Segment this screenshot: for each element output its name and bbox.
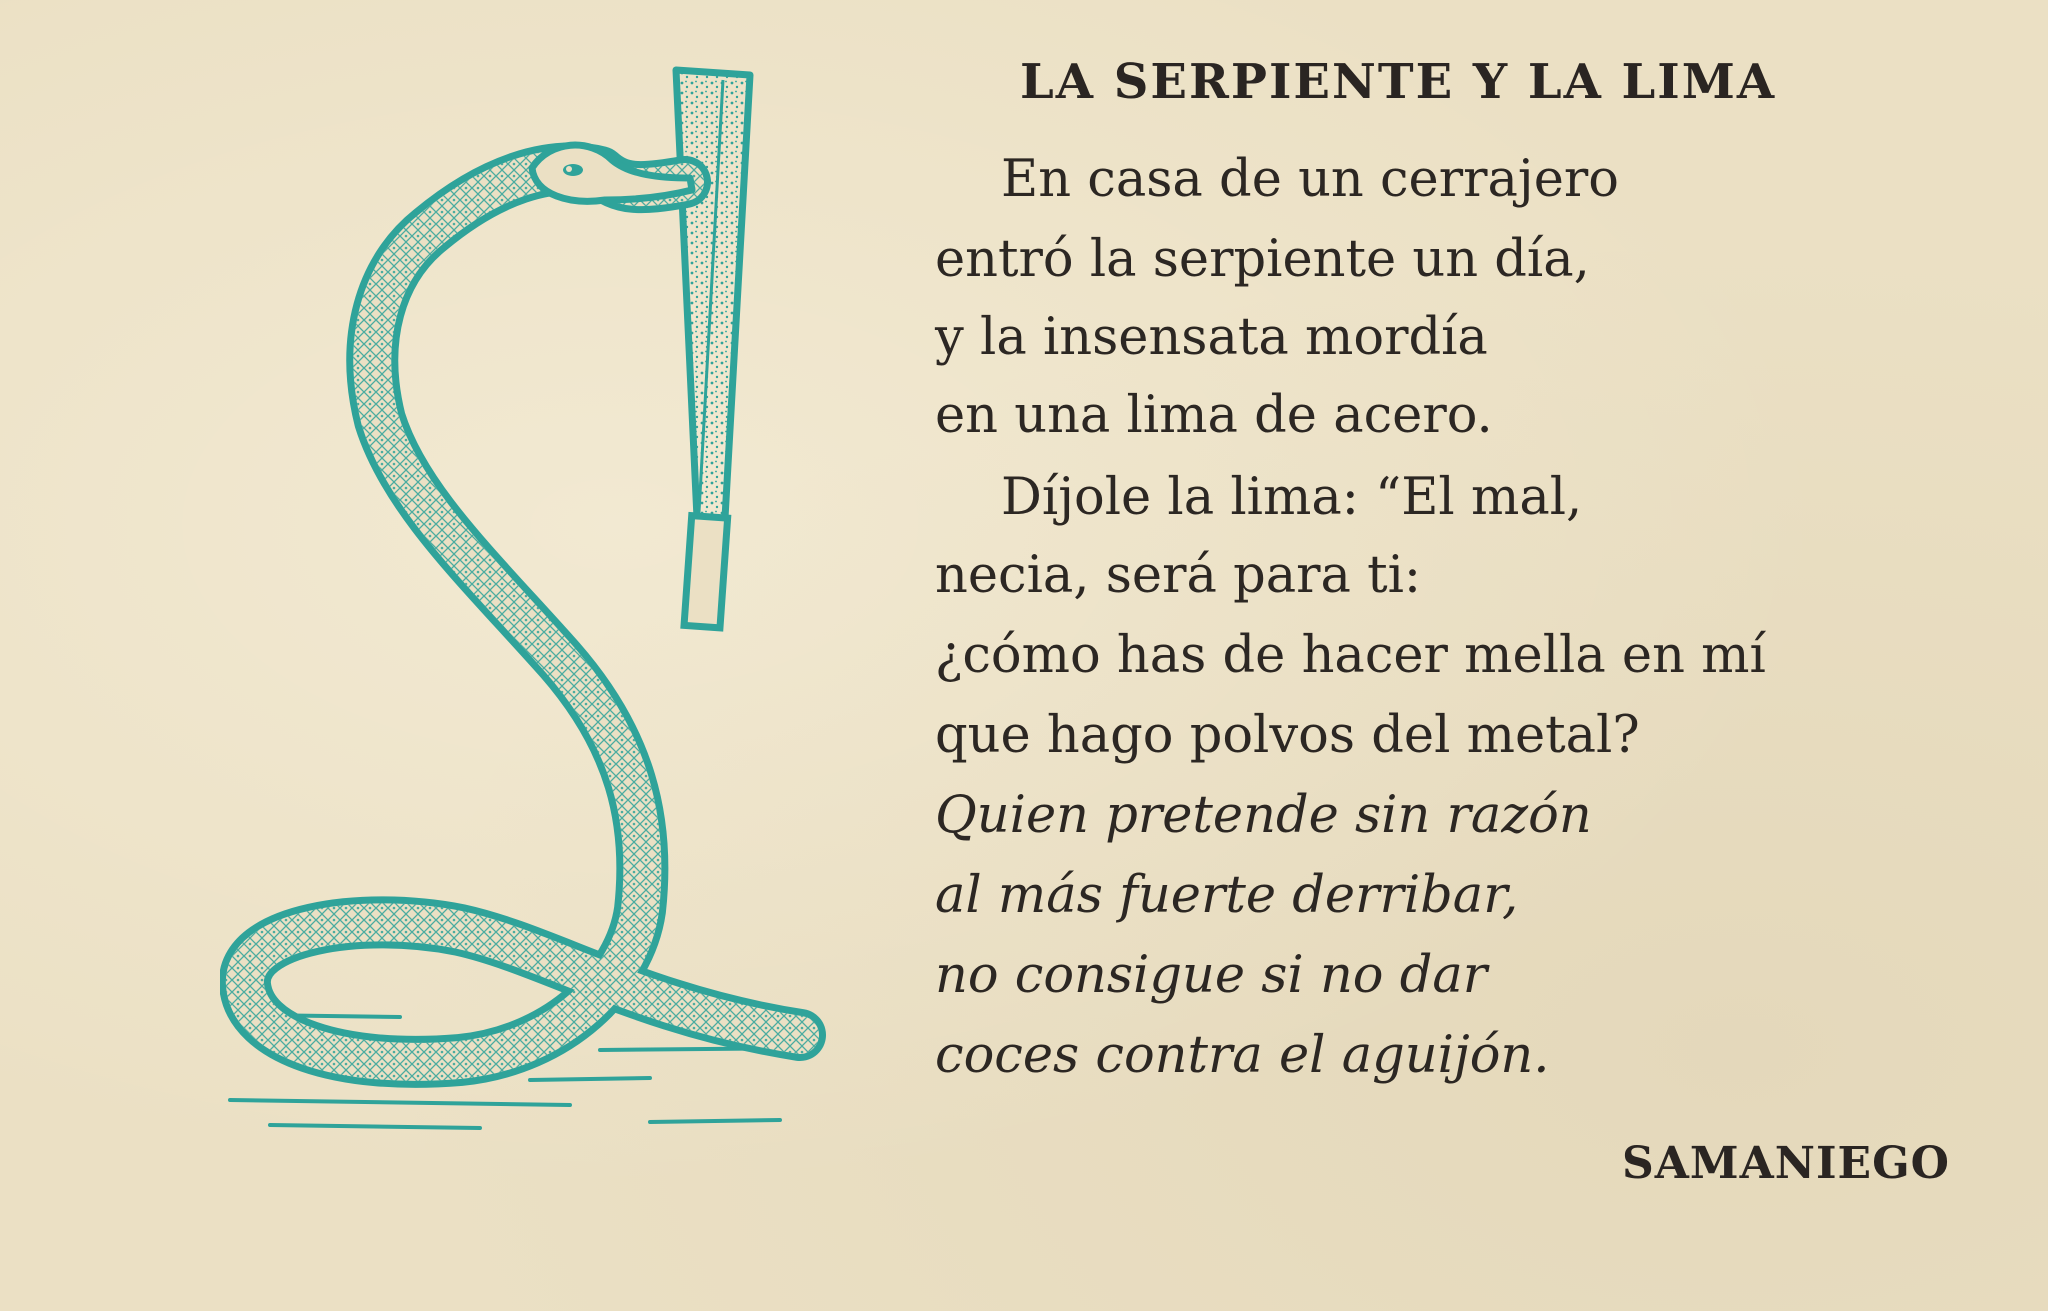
poem-line: En casa de un cerrajero: [1001, 150, 1619, 209]
poem-line: Díjole la lima: “El mal,: [1001, 468, 1583, 527]
poem-line: que hago polvos del metal?: [935, 706, 1640, 765]
poem-line-moral: no consigue si no dar: [935, 946, 1488, 1005]
snake-and-file-illustration: [220, 50, 840, 1150]
poem-line: necia, será para ti:: [935, 546, 1422, 605]
poem-line-moral: coces contra el aguijón.: [935, 1026, 1550, 1085]
poem-line: en una lima de acero.: [935, 386, 1493, 445]
poem-line-moral: Quien pretende sin razón: [935, 786, 1592, 845]
poem-line: entró la serpiente un día,: [935, 230, 1590, 289]
poem-title: LA SERPIENTE Y LA LIMA: [1020, 54, 1777, 110]
poem-line: ¿cómo has de hacer mella en mí: [935, 626, 1766, 685]
file-tool-icon: [676, 70, 750, 628]
poem-line: y la insensata mordía: [935, 308, 1488, 367]
author-signature: SAMANIEGO: [1622, 1138, 1950, 1189]
poem-line-moral: al más fuerte derribar,: [935, 866, 1519, 925]
